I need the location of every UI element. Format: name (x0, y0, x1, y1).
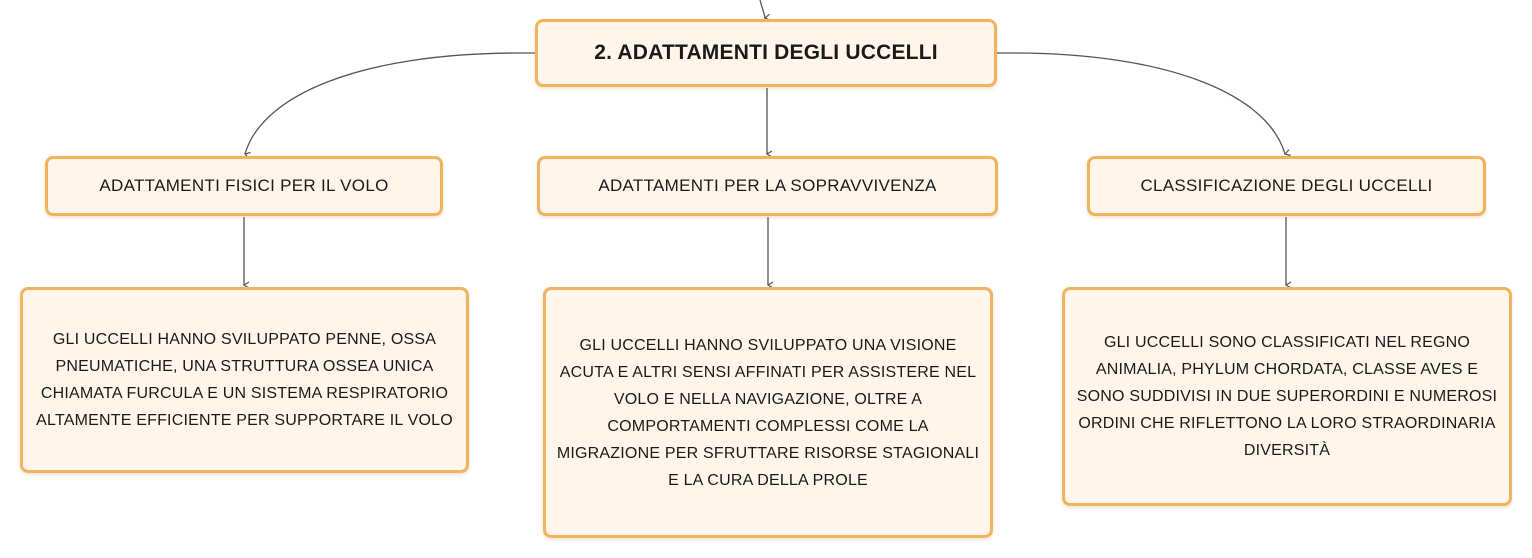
branch-node-classification[interactable] (1087, 156, 1486, 216)
root-node-label: 2. ADATTAMENTI DEGLI UCCELLI (594, 41, 938, 64)
branch-node-label: ADATTAMENTI FISICI PER IL VOLO (99, 176, 389, 195)
connector-root-to-branch-3 (997, 53, 1285, 154)
detail-node-survival-adaptations[interactable] (543, 287, 993, 538)
detail-node-text: GLI UCCELLI HANNO SVILUPPATO PENNE, OSSA PNEUMATICHE, UNA STRUTTURA OSSEA UNICA CHIAMATA FURCULA E UN SISTEMA RESPIRATORIO ALTAMENTE EFFICIENTE PER SUPPORTARE IL VOLO (36, 331, 453, 429)
connector-root-to-branch-1 (245, 53, 535, 154)
root-node[interactable] (535, 19, 997, 87)
detail-node-classification[interactable] (1062, 287, 1512, 506)
branch-node-label: CLASSIFICAZIONE DEGLI UCCELLI (1140, 176, 1433, 195)
detail-node-text: GLI UCCELLI SONO CLASSIFICATI NEL REGNO ANIMALIA, PHYLUM CHORDATA, CLASSE AVES E SONO SUDDIVISI IN DUE SUPERORDINI E NUMEROSI ORDINI CHE RIFLETTONO LA LORO STRAORDINARIA DIVERSITÀ (1076, 334, 1498, 459)
incoming-connector (760, 0, 765, 18)
detail-node-text: GLI UCCELLI HANNO SVILUPPATO UNA VISIONE ACUTA E ALTRI SENSI AFFINATI PER ASSISTERE NEL VOLO E NELLA NAVIGAZIONE, OLTRE A COMPORTAMENTI COMPLESSI COME LA MIGRAZIONE PER SFRUTTARE RISORSE STAGIONALI E LA CURA DELLA PROLE (556, 336, 980, 489)
branch-node-label: ADATTAMENTI PER LA SOPRAVVIVENZA (598, 176, 937, 195)
branch-node-survival-adaptations[interactable] (537, 156, 998, 216)
branch-node-physical-adaptations[interactable] (45, 156, 443, 216)
detail-node-physical-adaptations[interactable] (20, 287, 469, 473)
